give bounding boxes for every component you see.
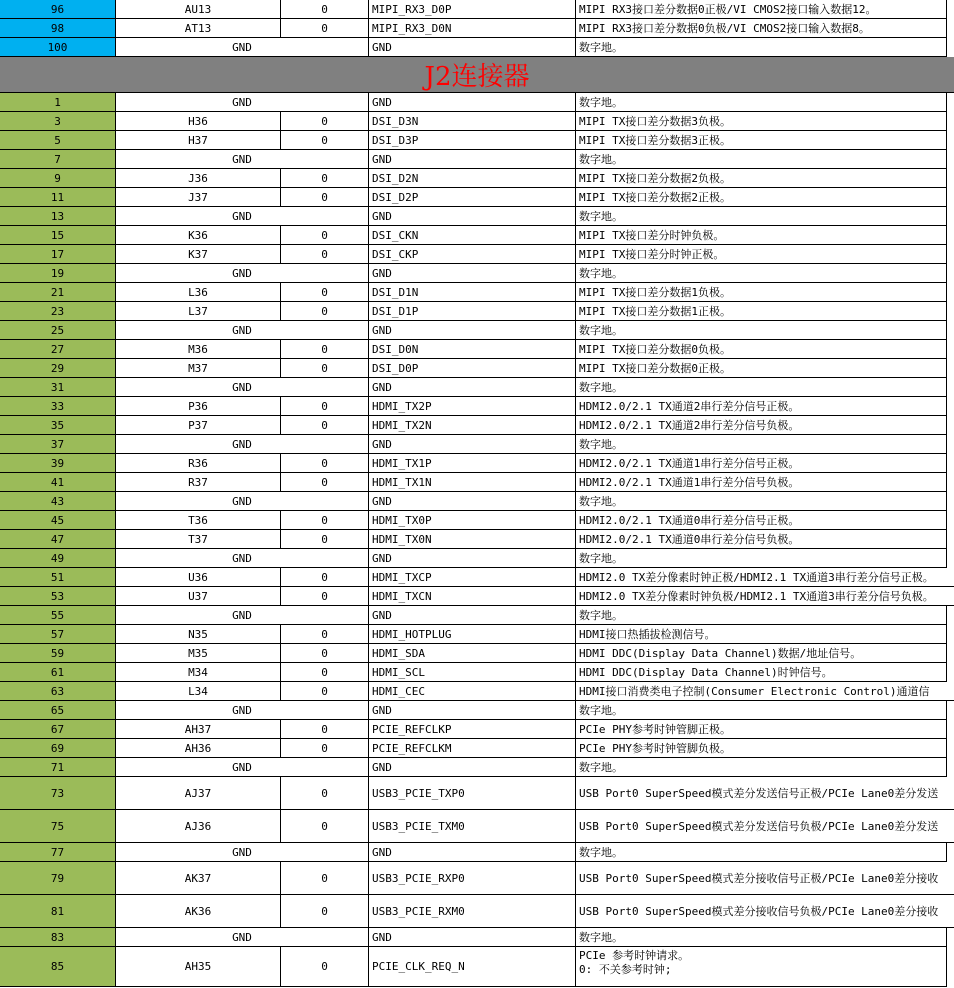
bga-ball-cell: U37	[116, 587, 281, 606]
bga-ball-cell: M37	[116, 359, 281, 378]
signal-name-cell: GND	[369, 606, 576, 625]
pin-number-cell: 33	[0, 397, 116, 416]
delay-cell: 0	[281, 568, 369, 587]
table-row	[0, 397, 954, 416]
description-cell: 数字地。	[576, 758, 947, 777]
description-cell: 数字地。	[576, 93, 947, 112]
gnd-merged-cell: GND	[116, 928, 369, 947]
gnd-merged-cell: GND	[116, 207, 369, 226]
delay-cell: 0	[281, 0, 369, 19]
signal-name-cell: GND	[369, 928, 576, 947]
bga-ball-cell: J36	[116, 169, 281, 188]
table-row	[0, 207, 954, 226]
description-cell: 数字地。	[576, 606, 947, 625]
signal-name-cell: MIPI_RX3_D0P	[369, 0, 576, 19]
delay-cell: 0	[281, 283, 369, 302]
signal-name-cell: HDMI_TX0P	[369, 511, 576, 530]
table-row	[0, 720, 954, 739]
bga-ball-cell: J37	[116, 188, 281, 207]
description-cell: USB Port0 SuperSpeed模式差分发送信号负极/PCIe Lane0差分发送	[576, 810, 954, 843]
gnd-merged-cell: GND	[116, 435, 369, 454]
description-cell: 数字地。	[576, 843, 947, 862]
table-row	[0, 492, 954, 511]
signal-name-cell: GND	[369, 549, 576, 568]
bga-ball-cell: AU13	[116, 0, 281, 19]
gnd-merged-cell: GND	[116, 38, 369, 57]
delay-cell: 0	[281, 663, 369, 682]
pin-number-cell: 39	[0, 454, 116, 473]
table-row	[0, 625, 954, 644]
description-cell: MIPI TX接口差分数据0负极。	[576, 340, 947, 359]
delay-cell: 0	[281, 720, 369, 739]
description-cell: HDMI接口消费类电子控制(Consumer Electronic Control)通道信	[576, 682, 954, 701]
connector-title: J2连接器	[424, 62, 530, 92]
description-cell: MIPI RX3接口差分数据0正极/VI CMOS2接口输入数据12。	[576, 0, 947, 19]
delay-cell: 0	[281, 397, 369, 416]
table-row	[0, 169, 954, 188]
description-cell: 数字地。	[576, 435, 947, 454]
table-row	[0, 682, 954, 701]
bga-ball-cell: L34	[116, 682, 281, 701]
signal-name-cell: HDMI_TX1N	[369, 473, 576, 492]
bga-ball-cell: AK36	[116, 895, 281, 928]
table-row	[0, 473, 954, 492]
description-cell: 数字地。	[576, 207, 947, 226]
description-cell: PCIe PHY参考时钟管脚负极。	[576, 739, 947, 758]
pin-number-cell: 11	[0, 188, 116, 207]
delay-cell: 0	[281, 862, 369, 895]
connector-header	[0, 57, 954, 93]
pin-number-cell: 31	[0, 378, 116, 397]
pin-number-cell: 29	[0, 359, 116, 378]
description-cell: HDMI2.0/2.1 TX通道0串行差分信号正极。	[576, 511, 947, 530]
delay-cell: 0	[281, 340, 369, 359]
description-cell: HDMI接口热插拔检测信号。	[576, 625, 947, 644]
description-cell: HDMI2.0/2.1 TX通道2串行差分信号负极。	[576, 416, 947, 435]
pin-number-cell: 77	[0, 843, 116, 862]
delay-cell: 0	[281, 473, 369, 492]
pin-number-cell: 15	[0, 226, 116, 245]
description-cell: HDMI2.0 TX差分像素时钟正极/HDMI2.1 TX通道3串行差分信号正极。	[576, 568, 954, 587]
pin-number-cell: 63	[0, 682, 116, 701]
pin-number-cell: 71	[0, 758, 116, 777]
signal-name-cell: USB3_PCIE_RXP0	[369, 862, 576, 895]
bga-ball-cell: M35	[116, 644, 281, 663]
signal-name-cell: HDMI_TX2P	[369, 397, 576, 416]
description-cell: MIPI TX接口差分时钟负极。	[576, 226, 947, 245]
signal-name-cell: HDMI_TX0N	[369, 530, 576, 549]
pin-number-cell: 5	[0, 131, 116, 150]
gnd-merged-cell: GND	[116, 843, 369, 862]
bga-ball-cell: P37	[116, 416, 281, 435]
gnd-merged-cell: GND	[116, 378, 369, 397]
signal-name-cell: DSI_D3N	[369, 112, 576, 131]
pin-number-cell: 43	[0, 492, 116, 511]
signal-name-cell: DSI_D1P	[369, 302, 576, 321]
gnd-merged-cell: GND	[116, 758, 369, 777]
delay-cell: 0	[281, 416, 369, 435]
table-row	[0, 416, 954, 435]
pin-number-cell: 19	[0, 264, 116, 283]
bga-ball-cell: H37	[116, 131, 281, 150]
table-row	[0, 245, 954, 264]
table-row	[0, 758, 954, 777]
table-row	[0, 188, 954, 207]
delay-cell: 0	[281, 644, 369, 663]
table-row	[0, 226, 954, 245]
pin-number-cell: 37	[0, 435, 116, 454]
description-cell: HDMI2.0/2.1 TX通道1串行差分信号负极。	[576, 473, 947, 492]
table-row	[0, 378, 954, 397]
description-cell: HDMI DDC(Display Data Channel)时钟信号。	[576, 663, 947, 682]
delay-cell: 0	[281, 947, 369, 987]
bga-ball-cell: K37	[116, 245, 281, 264]
table-row	[0, 587, 954, 606]
pin-number-cell: 21	[0, 283, 116, 302]
description-cell: USB Port0 SuperSpeed模式差分接收信号正极/PCIe Lane0差分接收	[576, 862, 954, 895]
delay-cell: 0	[281, 245, 369, 264]
description-line: PCIe 参考时钟请求。	[579, 949, 690, 962]
delay-cell: 0	[281, 302, 369, 321]
bga-ball-cell: T37	[116, 530, 281, 549]
description-cell: MIPI RX3接口差分数据0负极/VI CMOS2接口输入数据8。	[576, 19, 947, 38]
delay-cell: 0	[281, 226, 369, 245]
signal-name-cell: DSI_CKN	[369, 226, 576, 245]
signal-name-cell: DSI_D3P	[369, 131, 576, 150]
bga-ball-cell: M34	[116, 663, 281, 682]
description-cell: MIPI TX接口差分数据2负极。	[576, 169, 947, 188]
description-cell: 数字地。	[576, 321, 947, 340]
bga-ball-cell: L37	[116, 302, 281, 321]
gnd-merged-cell: GND	[116, 549, 369, 568]
signal-name-cell: DSI_D2N	[369, 169, 576, 188]
pin-number-cell: 96	[0, 0, 116, 19]
table-row	[0, 131, 954, 150]
description-cell: MIPI TX接口差分数据1正极。	[576, 302, 947, 321]
description-cell: 数字地。	[576, 378, 947, 397]
delay-cell: 0	[281, 530, 369, 549]
table-row	[0, 302, 954, 321]
bga-ball-cell: AJ37	[116, 777, 281, 810]
pin-number-cell: 98	[0, 19, 116, 38]
gnd-merged-cell: GND	[116, 492, 369, 511]
table-row	[0, 454, 954, 473]
bga-ball-cell: T36	[116, 511, 281, 530]
signal-name-cell: USB3_PCIE_RXM0	[369, 895, 576, 928]
table-row	[0, 810, 954, 843]
table-row	[0, 511, 954, 530]
signal-name-cell: USB3_PCIE_TXM0	[369, 810, 576, 843]
signal-name-cell: USB3_PCIE_TXP0	[369, 777, 576, 810]
signal-name-cell: HDMI_TX1P	[369, 454, 576, 473]
delay-cell: 0	[281, 112, 369, 131]
pin-number-cell: 9	[0, 169, 116, 188]
signal-name-cell: PCIE_REFCLKM	[369, 739, 576, 758]
table-row	[0, 19, 954, 38]
delay-cell: 0	[281, 169, 369, 188]
bga-ball-cell: AK37	[116, 862, 281, 895]
signal-name-cell: HDMI_TXCP	[369, 568, 576, 587]
table-row	[0, 644, 954, 663]
signal-name-cell: HDMI_CEC	[369, 682, 576, 701]
signal-name-cell: HDMI_HOTPLUG	[369, 625, 576, 644]
signal-name-cell: MIPI_RX3_D0N	[369, 19, 576, 38]
description-cell: HDMI2.0 TX差分像素时钟负极/HDMI2.1 TX通道3串行差分信号负极。	[576, 587, 954, 606]
delay-cell: 0	[281, 810, 369, 843]
pin-number-cell: 17	[0, 245, 116, 264]
signal-name-cell: GND	[369, 701, 576, 720]
table-row	[0, 606, 954, 625]
pin-number-cell: 100	[0, 38, 116, 57]
pin-number-cell: 55	[0, 606, 116, 625]
signal-name-cell: GND	[369, 38, 576, 57]
table-row	[0, 340, 954, 359]
table-row	[0, 777, 954, 810]
pin-number-cell: 41	[0, 473, 116, 492]
pin-number-cell: 57	[0, 625, 116, 644]
pin-number-cell: 61	[0, 663, 116, 682]
signal-name-cell: GND	[369, 758, 576, 777]
table-row	[0, 93, 954, 112]
delay-cell: 0	[281, 625, 369, 644]
table-row	[0, 150, 954, 169]
signal-name-cell: DSI_D0N	[369, 340, 576, 359]
signal-name-cell: DSI_D0P	[369, 359, 576, 378]
table-row	[0, 359, 954, 378]
table-row	[0, 549, 954, 568]
bga-ball-cell: N35	[116, 625, 281, 644]
table-row	[0, 0, 954, 19]
pin-number-cell: 1	[0, 93, 116, 112]
pin-number-cell: 13	[0, 207, 116, 226]
description-cell: MIPI TX接口差分时钟正极。	[576, 245, 947, 264]
signal-name-cell: GND	[369, 492, 576, 511]
bga-ball-cell: AH36	[116, 739, 281, 758]
signal-name-cell: GND	[369, 93, 576, 112]
table-row	[0, 38, 954, 57]
table-row	[0, 862, 954, 895]
signal-name-cell: GND	[369, 435, 576, 454]
table-row	[0, 663, 954, 682]
bga-ball-cell: AJ36	[116, 810, 281, 843]
signal-name-cell: PCIE_REFCLKP	[369, 720, 576, 739]
description-cell: USB Port0 SuperSpeed模式差分发送信号正极/PCIe Lane0差分发送	[576, 777, 954, 810]
delay-cell: 0	[281, 739, 369, 758]
table-row	[0, 435, 954, 454]
bga-ball-cell: H36	[116, 112, 281, 131]
signal-name-cell: DSI_D1N	[369, 283, 576, 302]
bga-ball-cell: P36	[116, 397, 281, 416]
gnd-merged-cell: GND	[116, 150, 369, 169]
pin-number-cell: 47	[0, 530, 116, 549]
signal-name-cell: HDMI_TX2N	[369, 416, 576, 435]
gnd-merged-cell: GND	[116, 321, 369, 340]
pin-number-cell: 83	[0, 928, 116, 947]
description-cell: USB Port0 SuperSpeed模式差分接收信号负极/PCIe Lane0差分接收	[576, 895, 954, 928]
gnd-merged-cell: GND	[116, 606, 369, 625]
pin-number-cell: 23	[0, 302, 116, 321]
pin-number-cell: 45	[0, 511, 116, 530]
bga-ball-cell: R36	[116, 454, 281, 473]
signal-name-cell: GND	[369, 843, 576, 862]
bga-ball-cell: K36	[116, 226, 281, 245]
description-cell: 数字地。	[576, 928, 947, 947]
bga-ball-cell: AH37	[116, 720, 281, 739]
delay-cell: 0	[281, 777, 369, 810]
pin-number-cell: 69	[0, 739, 116, 758]
table-row	[0, 701, 954, 720]
description-line: 0: 不关参考时钟;	[579, 963, 672, 976]
bga-ball-cell: L36	[116, 283, 281, 302]
delay-cell: 0	[281, 895, 369, 928]
gnd-merged-cell: GND	[116, 701, 369, 720]
gnd-merged-cell: GND	[116, 264, 369, 283]
description-cell: 数字地。	[576, 549, 947, 568]
table-row	[0, 928, 954, 947]
description-cell: 数字地。	[576, 701, 947, 720]
signal-name-cell: GND	[369, 150, 576, 169]
delay-cell: 0	[281, 188, 369, 207]
signal-name-cell: DSI_CKP	[369, 245, 576, 264]
signal-name-cell: GND	[369, 321, 576, 340]
description-cell: 数字地。	[576, 38, 947, 57]
delay-cell: 0	[281, 454, 369, 473]
gnd-merged-cell: GND	[116, 93, 369, 112]
delay-cell: 0	[281, 587, 369, 606]
pin-number-cell: 79	[0, 862, 116, 895]
table-row	[0, 895, 954, 928]
signal-name-cell: HDMI_SDA	[369, 644, 576, 663]
description-cell: HDMI2.0/2.1 TX通道1串行差分信号正极。	[576, 454, 947, 473]
delay-cell: 0	[281, 682, 369, 701]
signal-name-cell: DSI_D2P	[369, 188, 576, 207]
description-cell: MIPI TX接口差分数据0正极。	[576, 359, 947, 378]
description-cell: HDMI2.0/2.1 TX通道0串行差分信号负极。	[576, 530, 947, 549]
description-cell: HDMI DDC(Display Data Channel)数据/地址信号。	[576, 644, 947, 663]
table-row	[0, 321, 954, 340]
table-row	[0, 947, 954, 987]
bga-ball-cell: AT13	[116, 19, 281, 38]
pin-number-cell: 53	[0, 587, 116, 606]
pin-number-cell: 81	[0, 895, 116, 928]
description-cell: PCIe PHY参考时钟管脚正极。	[576, 720, 947, 739]
pin-number-cell: 51	[0, 568, 116, 587]
table-row	[0, 264, 954, 283]
description-cell: 数字地。	[576, 492, 947, 511]
delay-cell: 0	[281, 19, 369, 38]
pin-number-cell: 49	[0, 549, 116, 568]
description-cell: MIPI TX接口差分数据1负极。	[576, 283, 947, 302]
bga-ball-cell: AH35	[116, 947, 281, 987]
pin-number-cell: 85	[0, 947, 116, 987]
description-cell	[576, 947, 947, 987]
table-row	[0, 739, 954, 758]
pin-number-cell: 65	[0, 701, 116, 720]
signal-name-cell: HDMI_SCL	[369, 663, 576, 682]
table-row	[0, 112, 954, 131]
description-cell: MIPI TX接口差分数据3正极。	[576, 131, 947, 150]
bga-ball-cell: R37	[116, 473, 281, 492]
description-cell: MIPI TX接口差分数据2正极。	[576, 188, 947, 207]
signal-name-cell: GND	[369, 378, 576, 397]
table-row	[0, 530, 954, 549]
delay-cell: 0	[281, 511, 369, 530]
signal-name-cell: HDMI_TXCN	[369, 587, 576, 606]
pin-number-cell: 27	[0, 340, 116, 359]
bga-ball-cell: U36	[116, 568, 281, 587]
description-cell: 数字地。	[576, 264, 947, 283]
pin-number-cell: 59	[0, 644, 116, 663]
pin-number-cell: 7	[0, 150, 116, 169]
signal-name-cell: PCIE_CLK_REQ_N	[369, 947, 576, 987]
pin-number-cell: 35	[0, 416, 116, 435]
description-cell: 数字地。	[576, 150, 947, 169]
pin-number-cell: 25	[0, 321, 116, 340]
pin-number-cell: 67	[0, 720, 116, 739]
table-row	[0, 568, 954, 587]
delay-cell: 0	[281, 359, 369, 378]
pin-number-cell: 3	[0, 112, 116, 131]
table-row	[0, 283, 954, 302]
signal-name-cell: GND	[369, 264, 576, 283]
bga-ball-cell: M36	[116, 340, 281, 359]
table-row	[0, 843, 954, 862]
description-cell: HDMI2.0/2.1 TX通道2串行差分信号正极。	[576, 397, 947, 416]
signal-name-cell: GND	[369, 207, 576, 226]
pin-number-cell: 73	[0, 777, 116, 810]
description-cell: MIPI TX接口差分数据3负极。	[576, 112, 947, 131]
delay-cell: 0	[281, 131, 369, 150]
pin-number-cell: 75	[0, 810, 116, 843]
